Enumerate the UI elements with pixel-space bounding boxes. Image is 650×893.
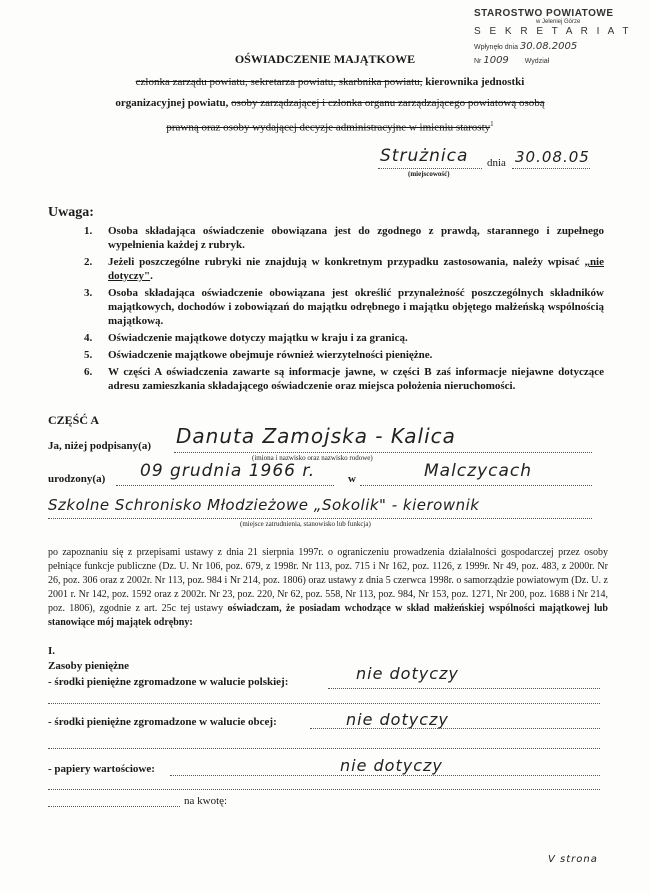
pln-dots bbox=[328, 688, 600, 689]
intro-struck-1: członka zarządu powiatu, sekretarza powiatu, skarbnika powiatu, bbox=[135, 76, 423, 88]
born-date-handwritten: 09 grudnia 1966 r. bbox=[140, 461, 316, 481]
corner-note: V strona bbox=[548, 854, 598, 865]
section-heading: Zasoby pieniężne bbox=[48, 660, 129, 672]
born-in-label: w bbox=[348, 473, 356, 485]
securities-dots bbox=[170, 775, 600, 776]
note-item: 2. Jeżeli poszczególne rubryki nie znajdują w konkretnym przypadku zastosowania, należy wpisać „nie dotyczy". bbox=[84, 256, 604, 282]
name-dots bbox=[174, 452, 592, 453]
note-item: 3. Osoba składająca oświadczenie obowiązana jest określić przynależność poszczególnych składników majątkowych, dochodów i zobowiązań do majątku odrębnego i majątku objętego małżeńską wspólnością majątkową. bbox=[84, 287, 604, 327]
workplace-dots bbox=[48, 518, 592, 519]
stamp-number-label: Nr bbox=[474, 58, 482, 65]
stamp-received-label: Wpłynęło dnia bbox=[474, 44, 518, 51]
document-title: OŚWIADCZENIE MAJĄTKOWE bbox=[234, 52, 416, 66]
intro-line-2 bbox=[50, 93, 610, 114]
note-item: 1. Osoba składająca oświadczenie obowiązana jest do zgodnego z prawdą, starannego i zupełnego wypełnienia każdej z rubryk. bbox=[84, 225, 604, 251]
name-label: Ja, niżej podpisany(a) bbox=[48, 440, 151, 452]
note-item: 6. W części A oświadczenia zawarte są informacje jawne, w części B zaś informacje niejawne dotyczące adresu zamieszkania składającego oświadczenie oraz miejsca położenia nieruchomości. bbox=[84, 366, 604, 392]
intro-kept-2: organizacyjnej powiatu, bbox=[115, 97, 232, 109]
amount-label: na kwotę: bbox=[184, 795, 228, 807]
foreign-dots-2 bbox=[48, 748, 600, 749]
intro-kept-1: kierownika jednostki bbox=[422, 76, 525, 88]
securities-dots-2 bbox=[48, 789, 600, 790]
securities-handwritten: nie dotyczy bbox=[340, 756, 443, 775]
intro-line-1 bbox=[50, 72, 610, 93]
place-caption: (miejscowość) bbox=[408, 170, 450, 178]
foreign-label: - środki pieniężne zgromadzone w walucie obcej: bbox=[48, 716, 277, 728]
amount-lead-dots bbox=[48, 806, 180, 807]
legal-paragraph: po zapoznaniu się z przepisami ustawy z dnia 21 sierpnia 1997r. o ograniczeniu prowadzenia działalności gospodarczej przez osoby pełniące funkcje publiczne (Dz. U. Nr 106, poz. 679, z 1998r. Nr 113, poz. 715 i Nr 162, poz. 1126, z 1999r. Nr 49, poz. 483, z 2000r. Nr 26, poz. 306 oraz z 2002r. Nr 113, poz. 984 i Nr 214, poz. 1806) oraz ustawy z dnia 5 czerwca 1998r. o samorządzie powiatowym (Dz. U. z 2001 r. Nr 142, poz. 1592 oraz z 2002r. Nr 23, poz. 220, Nr 62, poz. 558, Nr 113, poz. 984, Nr 153, poz. 1271, Nr 200, poz. 1688 i Nr 214, poz. 1806), zgodnie z art. 25c tej ustawy oświadczam, że posiadam wchodzące w skład małżeńskiej wspólności majątkowej lub stanowiące mój majątek odrębny: bbox=[48, 547, 608, 628]
date-dots bbox=[512, 168, 590, 169]
foreign-dots bbox=[310, 728, 600, 729]
pln-dots-2 bbox=[48, 703, 600, 704]
born-place-dots bbox=[360, 485, 592, 486]
part-a-heading: CZĘŚĆ A bbox=[48, 413, 100, 427]
pln-handwritten: nie dotyczy bbox=[356, 664, 459, 683]
stamp-received-row bbox=[474, 41, 577, 52]
stamp-office: STAROSTWO POWIATOWE bbox=[474, 8, 614, 19]
place-handwritten: Strużnica bbox=[380, 146, 469, 166]
intro-footnote: 1 bbox=[490, 120, 494, 128]
note-item: 5. Oświadczenie majątkowe obejmuje również wierzytelności pieniężne. bbox=[84, 349, 433, 361]
name-handwritten: Danuta Zamojska - Kalica bbox=[176, 424, 456, 448]
date-handwritten: 30.08.05 bbox=[515, 148, 590, 166]
intro-line-3 bbox=[50, 114, 610, 139]
stamp-number-value: 1009 bbox=[483, 55, 509, 66]
place-dots bbox=[378, 168, 482, 169]
stamp-department: S E K R E T A R I A T bbox=[474, 26, 632, 37]
name-caption: (imiona i nazwisko oraz nazwisko rodowe) bbox=[252, 454, 373, 462]
workplace-caption: (miejsce zatrudnienia, stanowisko lub funkcja) bbox=[240, 520, 371, 528]
note-item: 4. Oświadczenie majątkowe dotyczy majątku w kraju i za granicą. bbox=[84, 332, 408, 344]
born-date-dots bbox=[116, 485, 334, 486]
date-label: dnia bbox=[487, 157, 506, 169]
section-roman: I. bbox=[48, 645, 56, 657]
born-label: urodzony(a) bbox=[48, 473, 106, 485]
stamp-city: w Jeleniej Górze bbox=[536, 19, 581, 25]
workplace-handwritten: Szkolne Schronisko Młodzieżowe „Sokolik" - kierownik bbox=[48, 496, 480, 514]
intro-struck-2: osoby zarządzającej i członka organu zarządzającego powiatową osobą bbox=[231, 97, 545, 109]
stamp-received-value: 30.08.2005 bbox=[519, 41, 578, 52]
foreign-handwritten: nie dotyczy bbox=[346, 710, 449, 729]
securities-label: - papiery wartościowe: bbox=[48, 763, 155, 775]
intro-struck-3: prawną oraz osoby wydającej decyzje administracyjne w imieniu starosty bbox=[166, 121, 491, 134]
born-place-handwritten: Malczycach bbox=[424, 461, 533, 481]
notes-heading: Uwaga: bbox=[48, 205, 94, 220]
stamp-issued-label: Wydział bbox=[524, 58, 550, 65]
pln-label: - środki pieniężne zgromadzone w walucie polskiej: bbox=[48, 676, 289, 688]
notes-list bbox=[84, 224, 604, 396]
